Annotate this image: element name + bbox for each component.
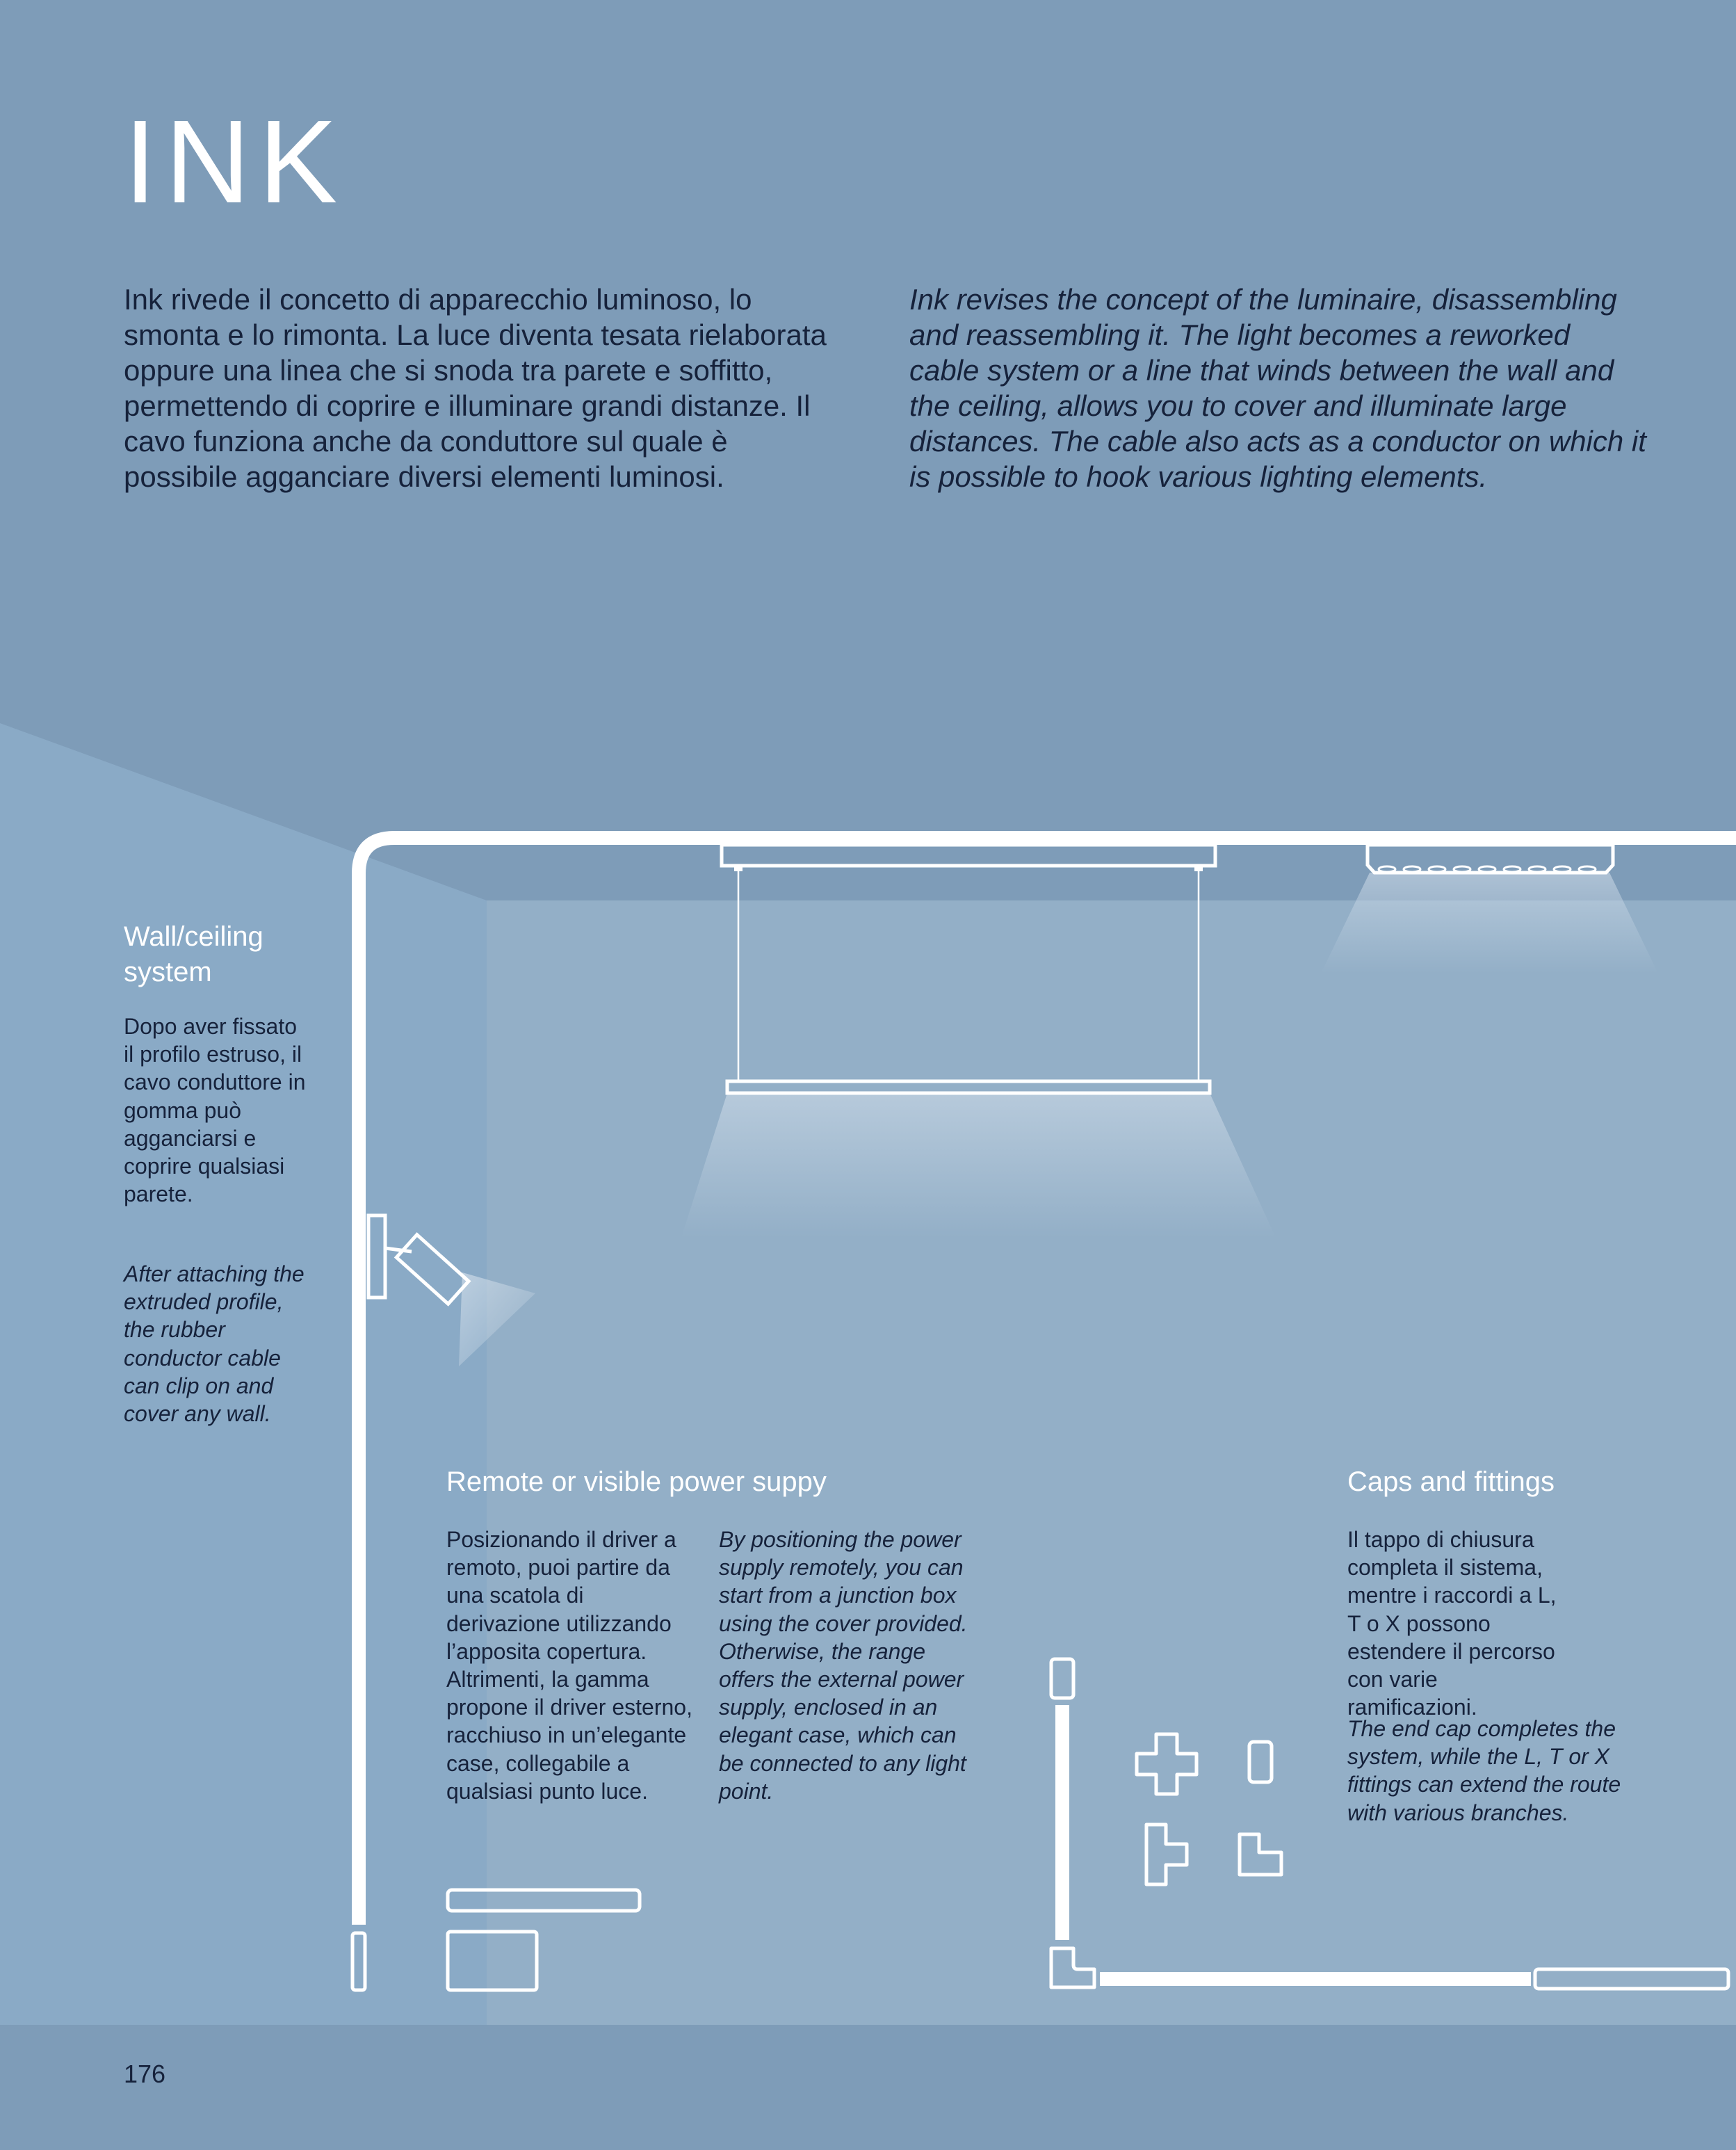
caps-fittings-text-italian: Il tappo di chiusura completa il sistema, mentre i raccordi a L, T o X possono estendere il percorso con varie ramificazioni. [1347, 1527, 1557, 1720]
pendant-ceiling-mount [722, 845, 1215, 866]
wall-ceiling-text-italian: Dopo aver fissato il profilo estruso, il cavo conduttore in gomma può agganciarsi e coprire qualsiasi parete. [124, 1014, 306, 1207]
intro-english: Ink revises the concept of the luminaire, disassembling and reassembling it. The light becomes a reworked cable system or a line that winds between the wall and the ceiling, allows you to cover and illuminate large distances. The cable also acts as a conductor on which it is possible to hook various lighting elements. [909, 283, 1646, 493]
caps-fittings-heading: Caps and fittings [1347, 1466, 1555, 1497]
vertical-profile [1055, 1705, 1069, 1940]
power-supply-heading: Remote or visible power suppy [446, 1466, 827, 1497]
page-title: INK [124, 96, 346, 228]
page-number: 176 [124, 2060, 166, 2088]
spot-bar-light-beam [1321, 873, 1658, 973]
wall-ceiling-heading-line2: system [124, 957, 212, 987]
intro-italian: Ink rivede il concetto di apparecchio luminoso, lo smonta e lo rimonta. La luce diventa tesata rielaborata oppure una linea che si snoda tra parete e soffitto, permettendo di coprire e illuminare grandi distanze. Il cavo funziona anche da conduttore sul quale è possibile agganciare diversi elementi luminosi. [124, 283, 827, 493]
horizontal-profile [1100, 1972, 1531, 1986]
power-supply-text-english: By positioning the power supply remotely, you can start from a junction box using the cover provided. Otherwise, the range offers the external power supply, enclosed in an elegant case, which can be connected to any light point. [719, 1527, 968, 1804]
pendant-light-beam [681, 1093, 1276, 1238]
wall-ceiling-text-english: After attaching the extruded profile, the rubber conductor cable can clip on and cover any wall. [124, 1261, 305, 1427]
spot-bar-leds [1379, 866, 1596, 872]
wall-ceiling-heading [124, 919, 346, 990]
caps-fittings-text-english: The end cap completes the system, while the L, T or X fittings can extend the route with various branches. [1347, 1716, 1621, 1825]
wall-ceiling-heading-line1: Wall/ceiling [124, 921, 263, 952]
back-wall-plane [487, 900, 1736, 2025]
power-supply-text-italian: Posizionando il driver a remoto, puoi partire da una scatola di derivazione utilizzando l’apposita copertura. Altrimenti, la gamma propone il driver esterno, racchiuso in un’elegante case, collegabile a qualsiasi punto luce. [446, 1527, 692, 1804]
